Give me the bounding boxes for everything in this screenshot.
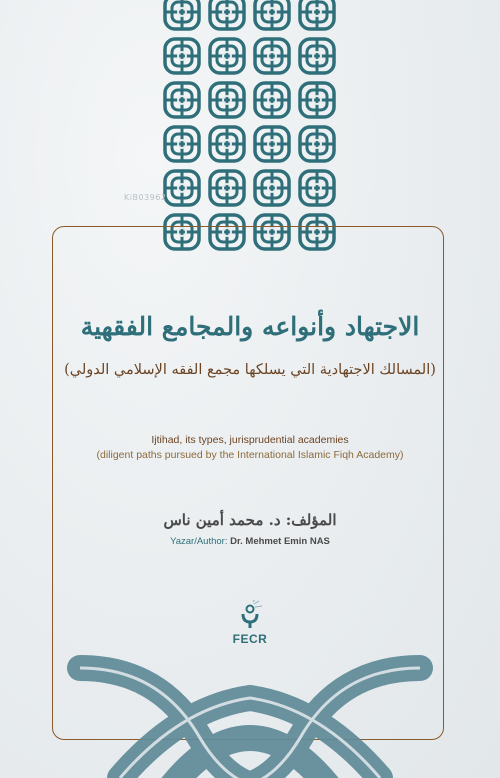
author-arabic: المؤلف: د. محمد أمين ناس (163, 511, 337, 529)
top-knot-pattern-icon (160, 0, 340, 252)
watermark-code: KiB03962 (124, 193, 167, 202)
book-title-arabic: الاجتهاد وأنواعه والمجامع الفقهية (80, 312, 420, 341)
book-subtitle-arabic: (المسالك الاجتهادية التي يسلكها مجمع الفقه الإسلامي الدولي) (64, 362, 436, 378)
book-subtitle-english: (diligent paths pursued by the International Islamic Fiqh Academy) (96, 449, 404, 461)
author-english (100, 536, 400, 547)
publisher-mark-icon (235, 600, 265, 630)
bottom-knot-ornament-icon (60, 648, 440, 778)
author-name: Dr. Mehmet Emin NAS (230, 536, 330, 547)
publisher-logo (226, 600, 274, 648)
book-title-english: Ijtihad, its types, jurisprudential academies (151, 434, 349, 446)
author-label: Yazar/Author: (170, 536, 231, 547)
publisher-name: FECR (232, 632, 268, 646)
